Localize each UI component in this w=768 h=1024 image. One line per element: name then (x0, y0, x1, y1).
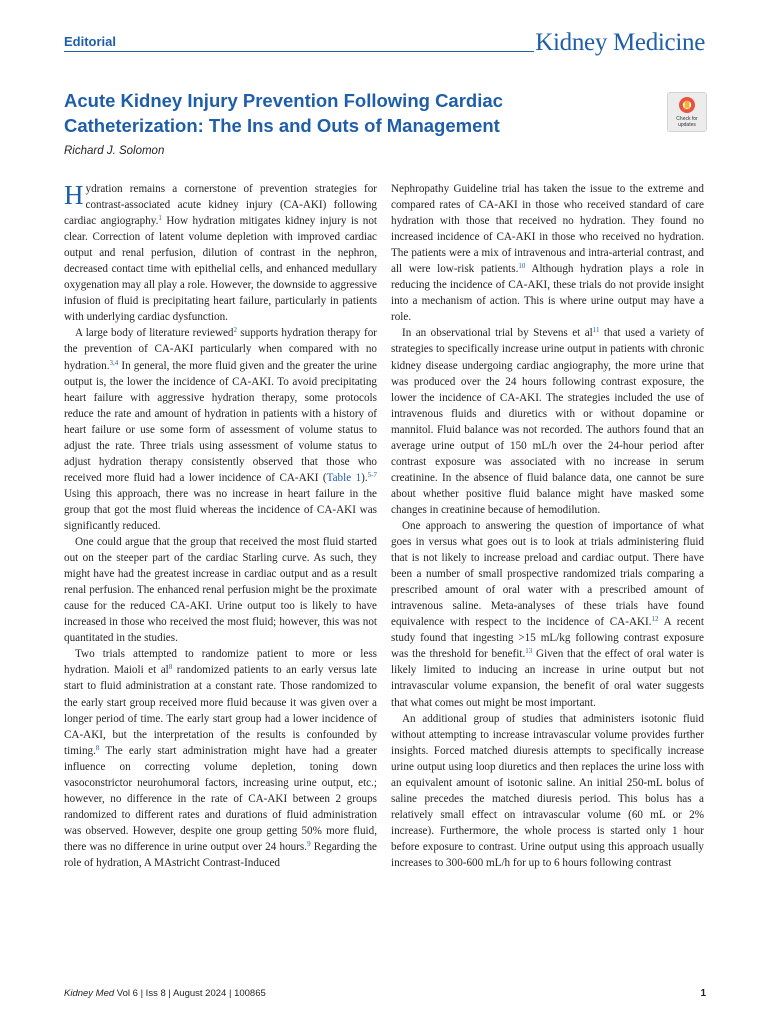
reference-link[interactable]: 11 (592, 326, 600, 335)
reference-link[interactable]: 1 (158, 214, 162, 223)
table-link[interactable]: Table 1 (326, 471, 362, 484)
bookmark-icon (678, 96, 696, 116)
author-name: Richard J. Solomon (64, 145, 165, 157)
journal-abbrev: Kidney Med (64, 988, 115, 999)
paragraph: A large body of literature reviewed$^2$ supports hydration therapy for the prevention of CA-AKI particularly when compared with no hydration.$^{3,4}$ In general, the more fluid given and the greater the urine output is, the lower the incidence of CA-AKI. To avoid precipitating heart failure with aggressive hydration therapy, some protocols reduce the rate and amount of hydration in patients with a history of heart failure or use some form of assessment of volume status to adjust the rate. Three trials using assessment of volume status to adjust hydration therapy consistently observed that those who received more fluid had a lower incidence of CA-AKI (Table 1).$^{5-7}$ Using this approach, there was no increase in heart failure in the group that got the most fluid whereas the incidence of CA-AKI was significantly reduced. (64, 326, 378, 532)
reference-link[interactable]: 8 (168, 663, 173, 672)
reference-link[interactable]: 10 (518, 262, 526, 271)
reference-link[interactable]: 8 (95, 743, 100, 752)
header-rule (64, 51, 534, 52)
left-column (64, 181, 377, 871)
badge-text: Check for updates (676, 116, 698, 128)
reference-link[interactable]: 12 (651, 615, 659, 624)
right-column (391, 181, 704, 871)
paragraph: In an observational trial by Stevens et $al^{11}$ that used a variety of strategies to specifically increase urine output in patients with chronic kidney disease undergoing cardiac angiography, the more urine that was produced over the 24 hours following contrast exposure, the lower the incidence of CA-AKI. The strategies included the use of intravenous fluids and diuretics with or without dopamine or mannitol. Fluid balance was not recorded. The authors found that an average urine output of 150 mL/h over the 24-hour period after contrast exposure was associated with no increase in serum creatinine. In the absence of fluid balance data, one cannot be sure about whether positive fluid balance might have masked some changes in creatinine because of hemodilution. (391, 326, 704, 516)
paragraph: Two trials attempted to randomize patient to more or less hydration. Maioli et $al^8$ randomized patients to an early versus late start to fluid administration at a constant rate. Those randomized to the early start group received more fluid because it was given over a longer period of time. The early start group had a lower incidence of CA-AKI, but the interpretation of the results is confounded by timing.$^8$ The early start administration might have had a greater influence on correcting volume depletion, toning down vasoconstrictor neurohumoral factors, increasing urine output, etc.; however, no difference in the rate of CA-AKI between 2 groups randomized to different rates and durations of fluid administration was observed. However, despite one group getting 50% more fluid, there was no difference in urine output over 24 hours.$^9$ Regarding the role of hydration, A MAstricht Contrast-Induced (64, 648, 378, 869)
article-title: Acute Kidney Injury Prevention Following Cardiac Catheterization: The Ins and Outs of Management (64, 90, 503, 136)
reference-link[interactable]: 9 (307, 839, 311, 848)
page-header (64, 29, 705, 58)
paragraph: Nephropathy Guideline trial has taken the issue to the extreme and compared rates of CA-AKI in those who received standard of care hydration with those that received no hydration. They found no increased incidence of CA-AKI in those who received no hydration. The patients were a mix of intravenous and intra-arterial contrast, and all were low-risk patients.$^{10}$ Although hydration plays a role in reducing the incidence of CA-AKI, these trials do not provide insight into a mechanism of action. This is where urine output may have a role. (391, 183, 704, 324)
paragraph: Hydration remains a cornerstone of prevention strategies for contrast-associated acute kidney injury (CA-AKI) following cardiac angiography.$^1$ How hydration mitigates kidney injury is not clear. Correction of latent volume depletion with improved cardiac output and renal perfusion, dilution of contrast in the nephron, decreased contact time with epithelial cells, and enhanced medullary oxygenation may all play a role. However, the downside to aggressive infusion of fluid is precipitating heart failure, particularly in patients with underlying cardiac dysfunction. (64, 180, 378, 324)
reference-link[interactable]: 13 (525, 647, 533, 656)
check-for-updates-badge[interactable] (667, 92, 707, 132)
reference-link[interactable]: 5-7 (367, 470, 378, 479)
reference-link[interactable]: 2 (233, 326, 238, 335)
paragraph: An additional group of studies that administers isotonic fluid without attempting to increase intravascular volume provides further insights. Forced matched diuresis attempts to specifically increase urine output using loop diuretics and then replaces the urine loss with an equivalent amount of isotonic saline. An initial 250-mL bolus of saline precedes the matched diuresis period. This bolus has a relatively small effect on intravascular volume (60 mL or 2% increase). Furthermore, the whole process is started only 1 hour before exposure to contrast. Urine output using this approach usually increases to 300-600 mL/h for up to 6 hours following contrast (391, 712, 704, 869)
journal-name: Kidney Medicine (535, 29, 705, 56)
page-number: 1 (700, 988, 706, 999)
reference-link[interactable]: 3,4 (109, 358, 119, 367)
footer-citation: Kidney Med Vol 6 | Iss 8 | August 2024 | 100865 (64, 988, 266, 999)
drop-cap: H (64, 180, 84, 210)
section-label: Editorial (64, 34, 117, 49)
paragraph: One approach to answering the question of importance of what goes in versus what goes out is to look at trials administering fluid that is not likely to increase preload and cardiac output. There have been a number of small prospective randomized trials comparing a prescribed amount of oral water with a prescribed amount of intravenous saline. Meta-analyses of these trials have found equivalence with respect to the incidence of CA-AKI.$^{12}$ A recent study found that ingesting >15 mL/kg following contrast exposure was the threshold for benefit.$^{13}$ Given that the effect of oral water is likely limited to inducing an increase in urine output but not intravascular volume expansion, the benefit of oral water suggests that what comes out might be most important. (391, 519, 704, 709)
paragraph: One could argue that the group that received the most fluid started out on the steeper part of the cardiac Starling curve. As such, they might have had the greatest increase in cardiac output and as a result renal perfusion. The enhanced renal perfusion might be the proximate cause for the reduced CA-AKI. Urine output too is likely to have increased in those who received the most fluid; however, this was not quantitated in the studies. (64, 536, 377, 645)
